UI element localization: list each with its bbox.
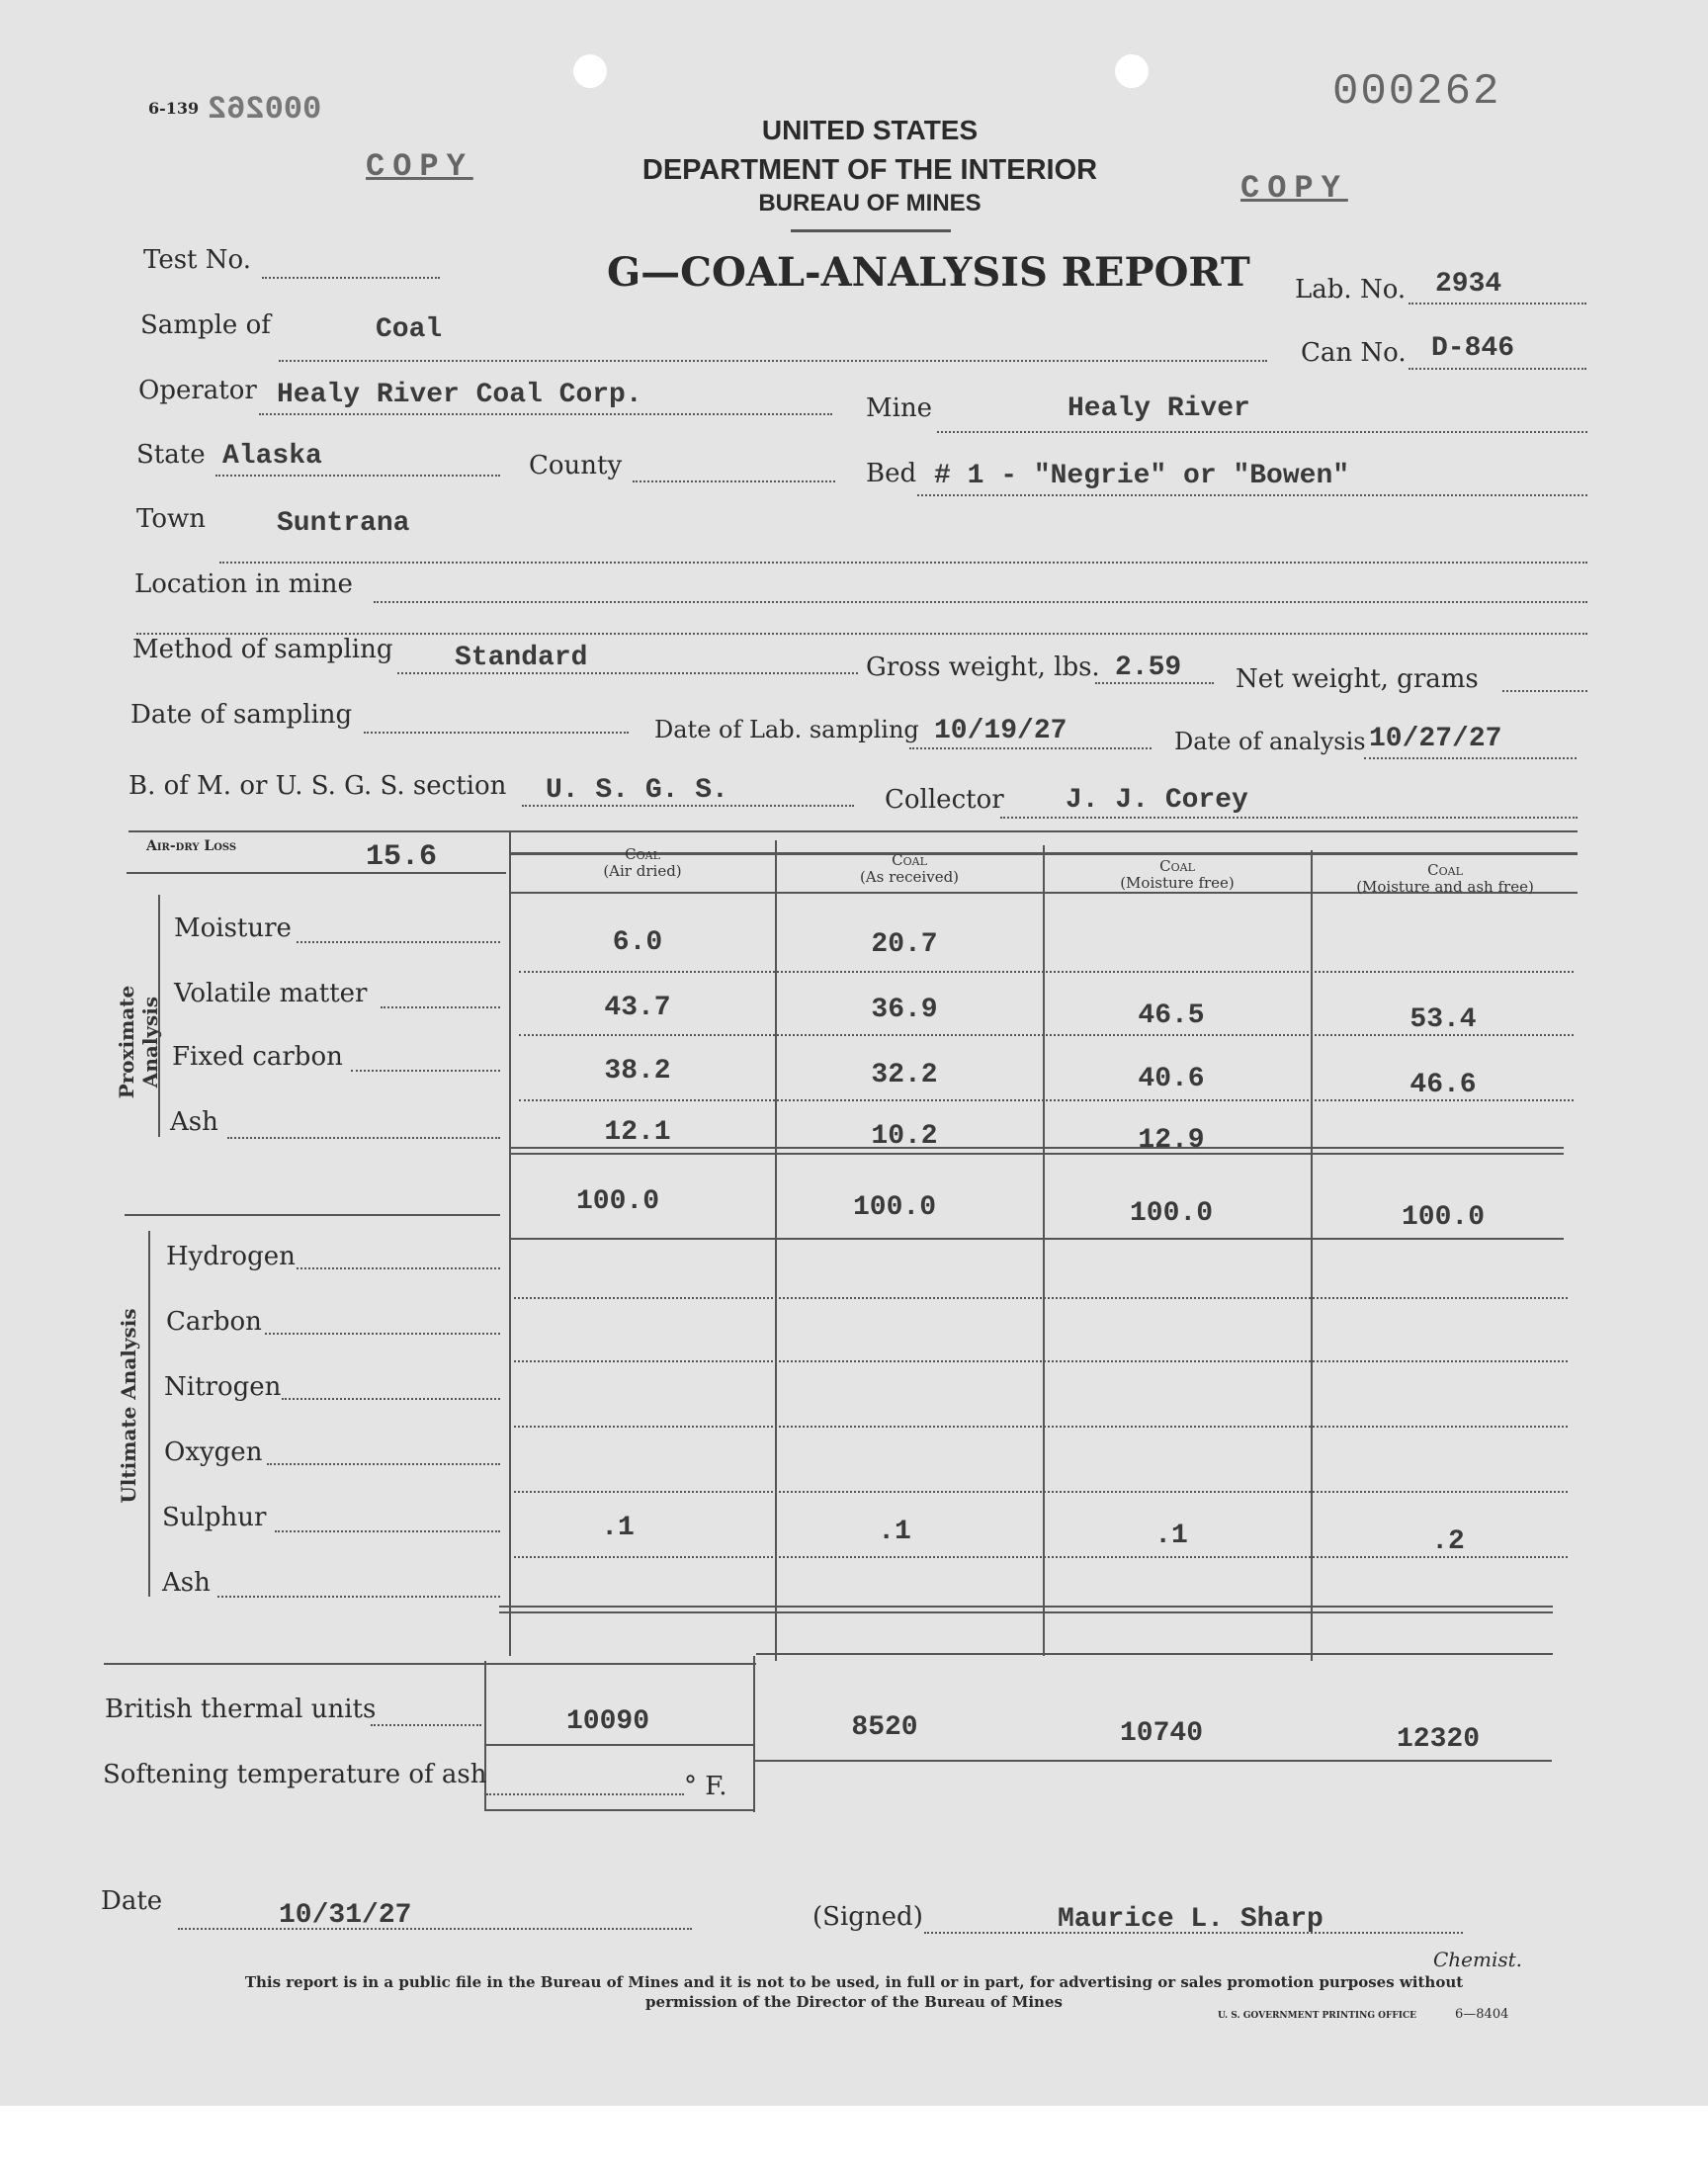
printer-credit: U. S. GOVERNMENT PRINTING OFFICE (1218, 2011, 1417, 2021)
row-leader (275, 1530, 500, 1532)
row-leader (217, 1596, 500, 1598)
col-header-sub: (Air dried) (603, 862, 682, 880)
total-moisture-free: 100.0 (1129, 1198, 1213, 1229)
btu-rule (753, 1760, 1552, 1762)
cell-moisture-air-dried: 6.0 (612, 927, 663, 958)
lab-no-value: 2934 (1435, 269, 1502, 300)
chemist-title: Chemist. (1433, 1948, 1523, 1971)
col-header-sub: (Moisture and ash free) (1356, 878, 1534, 896)
ultimate-bracket (148, 1231, 150, 1597)
row-leader (227, 1137, 500, 1139)
cell-volatile-as-received: 36.9 (871, 995, 938, 1025)
gross-weight-label: Gross weight, lbs. (866, 652, 1100, 682)
col-header-sub: (Moisture free) (1120, 874, 1235, 892)
lab-no-line (1409, 303, 1586, 304)
cell-sulphur-as-received: .1 (878, 1517, 911, 1547)
btu-label: British thermal units (105, 1695, 377, 1724)
btu-top-rule (756, 1653, 1553, 1655)
softening-unit: ° F. (684, 1772, 727, 1801)
softening-box-right (753, 1656, 755, 1812)
row-label-oxygen: Oxygen (164, 1437, 263, 1467)
softening-line (486, 1793, 684, 1795)
section-value: U. S. G. S. (546, 775, 728, 806)
town-line (219, 562, 1587, 564)
row-rule (514, 1491, 1568, 1493)
cell-volatile-moisture-free: 46.5 (1138, 1000, 1205, 1031)
row-rule (514, 1360, 1568, 1362)
copy-stamp-right: COPY (1240, 170, 1348, 207)
col-header-moisture-ash-free (1312, 862, 1579, 896)
btu-moisture-free: 10740 (1119, 1718, 1203, 1749)
btu-as-received: 8520 (851, 1712, 918, 1743)
row-rule (514, 1297, 1568, 1299)
date-line (178, 1928, 692, 1930)
net-weight-label: Net weight, grams (1236, 664, 1479, 694)
date-analysis-value: 10/27/27 (1369, 724, 1502, 754)
row-leader (265, 1333, 500, 1335)
cell-ash-air-dried: 12.1 (604, 1117, 671, 1148)
sample-of-value: Coal (376, 314, 443, 345)
cell-volatile-air-dried: 43.7 (604, 993, 671, 1023)
cell-fixed-carbon-moisture-ash-free: 46.6 (1409, 1070, 1477, 1100)
operator-line (259, 413, 832, 415)
row-leader (381, 1006, 500, 1008)
total-air-dried: 100.0 (575, 1186, 659, 1217)
ultimate-analysis-label: Ultimate Analysis (117, 1308, 140, 1504)
sample-of-line (279, 360, 1267, 362)
mine-value: Healy River (1068, 393, 1250, 424)
form-code: 6-139 (148, 99, 200, 118)
collector-label: Collector (885, 785, 1004, 815)
column-divider (1043, 845, 1045, 1656)
btu-moisture-ash-free: 12320 (1396, 1724, 1480, 1755)
row-label-fixed-carbon: Fixed carbon (172, 1042, 343, 1072)
can-no-label: Can No. (1301, 338, 1407, 368)
btu-rule (484, 1744, 753, 1746)
notice-line-2: permission of the Director of the Bureau of Mines (645, 1993, 1063, 2011)
row-label-carbon: Carbon (166, 1307, 262, 1337)
col-header-top: Coal (1427, 861, 1463, 879)
row-label-moisture: Moisture (174, 914, 292, 943)
row-leader (351, 1070, 500, 1072)
col-header-sub: (As received) (859, 868, 960, 886)
col-header-moisture-free (1044, 858, 1311, 892)
row-leader (282, 1398, 500, 1400)
air-dry-loss-value: 15.6 (366, 840, 438, 874)
row-rule (514, 1426, 1568, 1428)
operator-label: Operator (138, 376, 257, 405)
col-header-top: Coal (625, 845, 660, 863)
cell-fixed-carbon-moisture-free: 40.6 (1138, 1064, 1205, 1094)
signed-label: (Signed) (812, 1902, 923, 1932)
report-title: G—COAL-ANALYSIS REPORT (607, 249, 1250, 296)
state-label: State (136, 440, 206, 470)
cell-ash-moisture-free: 12.9 (1138, 1125, 1205, 1156)
bed-line (917, 494, 1587, 496)
signature-value: Maurice L. Sharp (1058, 1904, 1324, 1935)
date-lab-line (909, 747, 1152, 749)
collector-value: J. J. Corey (1066, 785, 1248, 816)
stamp-number-mirrored: 000262 (208, 91, 322, 128)
location-label: Location in mine (134, 569, 353, 599)
cell-sulphur-moisture-free: .1 (1154, 1521, 1188, 1551)
date-sampling-line (364, 732, 629, 734)
softening-box-bottom (484, 1809, 753, 1811)
punch-hole (1115, 54, 1149, 88)
sample-of-label: Sample of (140, 310, 271, 340)
operator-value: Healy River Coal Corp. (277, 380, 642, 410)
row-label-ash-ultimate: Ash (162, 1568, 211, 1598)
method-value: Standard (455, 643, 588, 673)
col-header-air-dried (510, 846, 775, 880)
section-divider (125, 1214, 500, 1216)
cell-sulphur-air-dried: .1 (601, 1513, 635, 1543)
cell-fixed-carbon-as-received: 32.2 (871, 1060, 938, 1090)
ultimate-total-rule (499, 1611, 1553, 1613)
btu-top-rule (104, 1663, 756, 1665)
net-weight-line (1502, 690, 1587, 692)
cell-fixed-carbon-air-dried: 38.2 (604, 1056, 671, 1087)
lab-no-label: Lab. No. (1295, 275, 1407, 304)
row-label-ash: Ash (170, 1107, 218, 1137)
location-line (374, 601, 1587, 603)
date-analysis-line (1364, 757, 1577, 759)
row-label-volatile-matter: Volatile matter (174, 979, 368, 1008)
county-label: County (529, 451, 623, 480)
section-label: B. of M. or U. S. G. S. section (128, 771, 507, 801)
mine-line (937, 431, 1587, 433)
date-sampling-label: Date of sampling (130, 700, 353, 730)
town-label: Town (136, 504, 206, 534)
cell-sulphur-moisture-ash-free: .2 (1431, 1526, 1465, 1557)
row-label-hydrogen: Hydrogen (166, 1242, 296, 1271)
form-number: 6—8404 (1455, 2007, 1509, 2022)
test-no-label: Test No. (143, 245, 251, 275)
air-dry-rule (127, 872, 506, 874)
btu-air-dried: 10090 (565, 1706, 649, 1737)
total-moisture-ash-free: 100.0 (1401, 1202, 1485, 1233)
header-rule (791, 229, 951, 232)
method-label: Method of sampling (132, 635, 393, 664)
col-header-as-received (776, 852, 1043, 886)
col-header-top: Coal (892, 851, 927, 869)
state-value: Alaska (222, 441, 322, 472)
copy-stamp-left: COPY (366, 148, 473, 185)
ultimate-total-rule (499, 1606, 1553, 1608)
row-leader (371, 1724, 481, 1726)
can-no-value: D-846 (1431, 333, 1515, 364)
agency-line-2: DEPARTMENT OF THE INTERIOR (641, 154, 1098, 186)
total-as-received: 100.0 (852, 1192, 936, 1223)
proximate-analysis-label: Proximate Analysis (115, 985, 162, 1099)
row-leader (267, 1463, 500, 1465)
agency-line-3: BUREAU OF MINES (758, 190, 982, 217)
date-lab-value: 10/19/27 (934, 716, 1068, 746)
stamp-number: 000262 (1332, 67, 1501, 117)
state-line (215, 475, 500, 477)
notice-line-1: This report is in a public file in the Bureau of Mines and it is not to be used, in full or in part, for advertising or sales promotion purposes without (244, 1973, 1464, 1991)
softening-label: Softening temperature of ash (103, 1760, 487, 1789)
date-analysis-label: Date of analysis (1174, 728, 1366, 755)
agency-line-1: UNITED STATES (761, 115, 979, 145)
row-label-nitrogen: Nitrogen (164, 1372, 282, 1402)
section-divider (510, 1238, 1564, 1240)
table-top-rule (128, 830, 1578, 832)
col-header-top: Coal (1159, 857, 1195, 875)
county-line (633, 480, 835, 482)
cell-ash-as-received: 10.2 (871, 1121, 938, 1152)
subtotal-rule (510, 1153, 1564, 1155)
date-value: 10/31/27 (279, 1900, 412, 1931)
cell-volatile-moisture-ash-free: 53.4 (1409, 1004, 1477, 1035)
air-dry-loss-label: Air-dry Loss (146, 838, 237, 854)
row-rule (519, 971, 1574, 973)
row-label-sulphur: Sulphur (162, 1503, 267, 1532)
date-lab-label: Date of Lab. sampling (654, 716, 919, 743)
test-no-line (262, 277, 440, 279)
can-no-line (1409, 368, 1586, 370)
row-leader (297, 1267, 500, 1269)
bed-label: Bed (866, 459, 917, 488)
punch-hole (573, 54, 607, 88)
gross-weight-value: 2.59 (1115, 652, 1182, 683)
mine-label: Mine (866, 393, 933, 423)
collector-line (1000, 817, 1578, 819)
bed-value: # 1 - "Negrie" or "Bowen" (934, 461, 1350, 491)
date-label: Date (101, 1886, 163, 1916)
row-leader (297, 941, 500, 943)
cell-moisture-as-received: 20.7 (871, 929, 938, 960)
town-value: Suntrana (277, 508, 410, 539)
